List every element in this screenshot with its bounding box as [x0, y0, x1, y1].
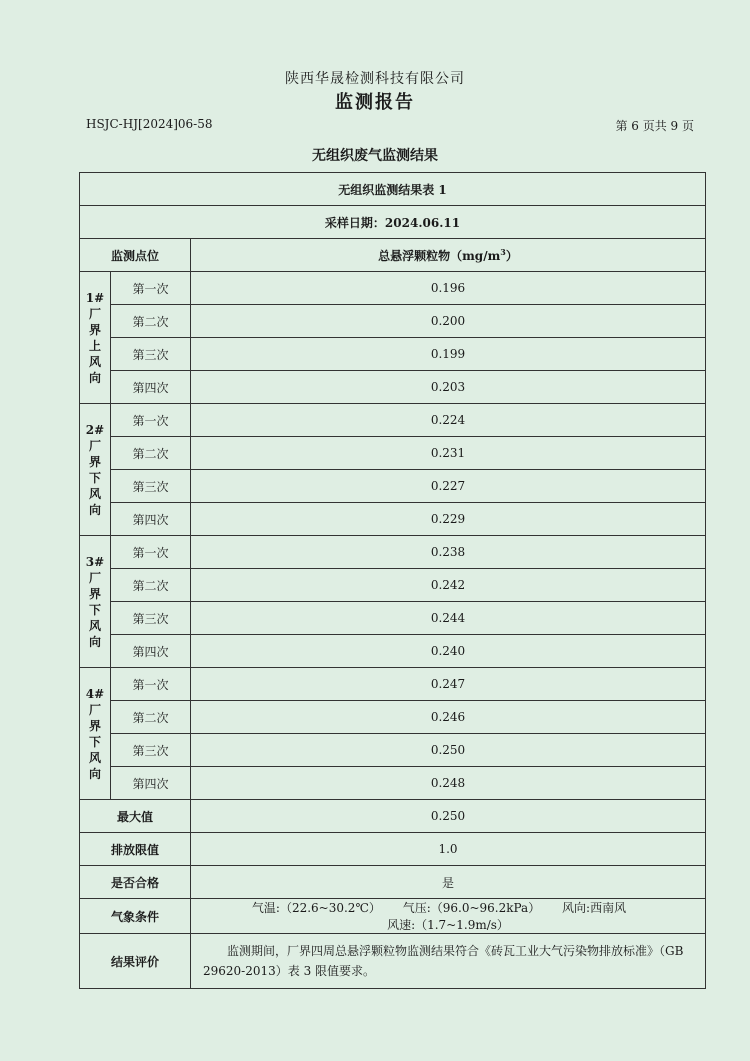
table-row: [80, 338, 706, 371]
sample-time: 第一次: [111, 272, 191, 305]
compliance-row: [80, 866, 706, 899]
sample-time: 第三次: [111, 470, 191, 503]
monitoring-point-char: 4#: [85, 686, 105, 701]
sample-time: 第一次: [111, 404, 191, 437]
sample-time: 第三次: [111, 734, 191, 767]
weather-wind-direction: 风向:西南风: [562, 901, 627, 915]
tsp-value: 0.227: [191, 470, 706, 503]
page-info: 第 6 页共 9 页: [615, 119, 694, 133]
limit-row: [80, 833, 706, 866]
weather-temp: 气温:（22.6~30.2℃）: [251, 901, 381, 915]
sampling-date: 采样日期：2024.06.11: [80, 206, 706, 239]
monitoring-point-char: 2#: [85, 422, 105, 437]
table-row: [80, 305, 706, 338]
sample-time: 第一次: [111, 536, 191, 569]
evaluation-label: 结果评价: [80, 934, 191, 989]
monitoring-point-char: 向: [88, 370, 101, 385]
table-row: [80, 503, 706, 536]
limit-label: 排放限值: [80, 833, 191, 866]
monitoring-point-char: 界: [88, 718, 101, 733]
sample-time: 第四次: [111, 503, 191, 536]
tsp-value: 0.242: [191, 569, 706, 602]
monitoring-point-char: 风: [88, 618, 101, 633]
table-row: [80, 734, 706, 767]
table-caption: 无组织监测结果表 1: [80, 173, 706, 206]
table-row: [80, 272, 706, 305]
evaluation-row: [80, 934, 706, 989]
table-row: [80, 602, 706, 635]
col-header-param: 总悬浮颗粒物$(mg/m^3)$: [191, 239, 706, 272]
document-number: HSJC-HJ[2024]06-58: [86, 117, 213, 131]
sample-time: 第四次: [111, 635, 191, 668]
monitoring-point-char: 1#: [85, 290, 105, 305]
monitoring-point-char: 厂: [88, 570, 101, 585]
table-row: [80, 536, 706, 569]
monitoring-point-char: 厂: [88, 438, 101, 453]
tsp-value: 0.200: [191, 305, 706, 338]
tsp-value: 0.203: [191, 371, 706, 404]
tsp-value: 0.199: [191, 338, 706, 371]
sample-time: 第一次: [111, 668, 191, 701]
compliance-value: 是: [191, 866, 706, 899]
sample-time: 第二次: [111, 569, 191, 602]
report-title: 监测报告: [335, 92, 415, 113]
monitoring-point-char: 界: [88, 322, 101, 337]
monitoring-point-char: 向: [88, 766, 101, 781]
monitoring-point-char: 界: [88, 586, 101, 601]
sample-time: 第三次: [111, 602, 191, 635]
tsp-value: 0.238: [191, 536, 706, 569]
sample-time: 第四次: [111, 767, 191, 800]
weather-label: 气象条件: [80, 899, 191, 934]
sample-time: 第二次: [111, 701, 191, 734]
monitoring-point-char: 厂: [88, 702, 101, 717]
weather-pressure: 气压:（96.0~96.2kPa）: [402, 901, 541, 915]
monitoring-point-char: 上: [88, 338, 101, 353]
weather-row: [80, 899, 706, 934]
max-row: [80, 800, 706, 833]
sample-time: 第二次: [111, 437, 191, 470]
compliance-label: 是否合格: [80, 866, 191, 899]
monitoring-point-char: 界: [88, 454, 101, 469]
company-name: 陕西华晟检测科技有限公司: [285, 71, 465, 87]
monitoring-point-char: 下: [88, 734, 101, 749]
monitoring-point-char: 厂: [88, 306, 101, 321]
max-value: 0.250: [191, 800, 706, 833]
col-header-point: 监测点位: [80, 239, 191, 272]
table-row: [80, 569, 706, 602]
monitoring-point-char: 风: [88, 486, 101, 501]
monitoring-point-char: 风: [88, 354, 101, 369]
table-row: [80, 701, 706, 734]
weather-conditions: [191, 899, 706, 934]
table-row: [80, 635, 706, 668]
table-row: [80, 404, 706, 437]
table-row: [80, 437, 706, 470]
tsp-value: 0.248: [191, 767, 706, 800]
limit-value: 1.0: [191, 833, 706, 866]
monitoring-point-char: 风: [88, 750, 101, 765]
monitoring-point-char: 下: [88, 470, 101, 485]
header-row: [80, 239, 706, 272]
tsp-value: 0.247: [191, 668, 706, 701]
monitoring-point: [80, 536, 111, 668]
tsp-value: 0.250: [191, 734, 706, 767]
monitoring-point-char: 下: [88, 602, 101, 617]
tsp-value: 0.246: [191, 701, 706, 734]
table-row: [80, 371, 706, 404]
tsp-value: 0.229: [191, 503, 706, 536]
max-label: 最大值: [80, 800, 191, 833]
table-row: [80, 668, 706, 701]
tsp-value: 0.196: [191, 272, 706, 305]
monitoring-point: [80, 404, 111, 536]
table-row: [80, 470, 706, 503]
monitoring-point: [80, 272, 111, 404]
tsp-value: 0.224: [191, 404, 706, 437]
monitoring-point-char: 向: [88, 634, 101, 649]
sample-time: 第三次: [111, 338, 191, 371]
tsp-value: 0.244: [191, 602, 706, 635]
monitoring-point: [80, 668, 111, 800]
monitoring-point-char: 向: [88, 502, 101, 517]
sample-time: 第二次: [111, 305, 191, 338]
monitoring-point-char: 3#: [85, 554, 105, 569]
caption-row: [80, 173, 706, 206]
tsp-value: 0.240: [191, 635, 706, 668]
section-title: 无组织废气监测结果: [312, 148, 438, 164]
weather-wind-speed: 风速:（1.7~1.9m/s）: [387, 918, 509, 932]
date-row: [80, 206, 706, 239]
sample-time: 第四次: [111, 371, 191, 404]
table-row: [80, 767, 706, 800]
evaluation-text: 监测期间，厂界四周总悬浮颗粒物监测结果符合《砖瓦工业大气污染物排放标准》（GB 29620-2013）表 3 限值要求。: [191, 934, 706, 989]
tsp-value: 0.231: [191, 437, 706, 470]
results-table: [79, 172, 706, 989]
